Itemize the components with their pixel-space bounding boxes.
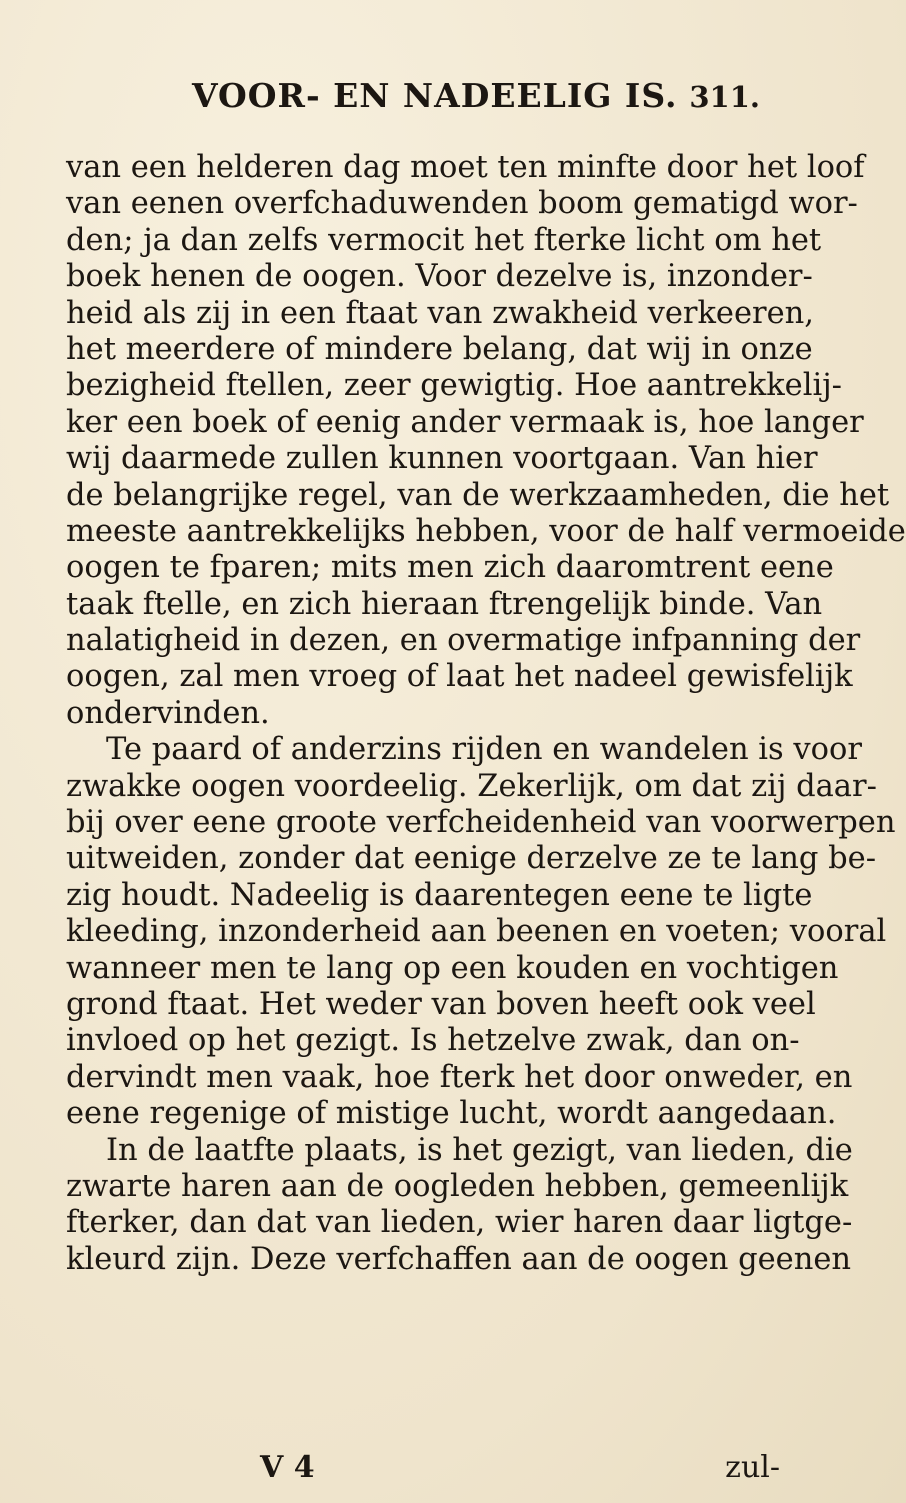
text-line: van eenen overfchaduwenden boom gematigd wor- <box>66 186 858 222</box>
text-line: oogen te fparen; mits men zich daaromtrent eene <box>66 550 834 586</box>
text-line: grond ftaat. Het weder van boven heeft ook veel <box>66 986 816 1022</box>
text-line: oogen, zal men vroeg of laat het nadeel gewisfelijk <box>66 659 853 695</box>
running-head <box>60 76 760 126</box>
paragraph-start-line: Te paard of anderzins rijden en wandelen is voor <box>106 732 862 768</box>
page-footer <box>260 1450 780 1490</box>
text-line: fterker, dan dat van lieden, wier haren daar ligtge- <box>66 1205 853 1241</box>
text-line: nalatigheid in dezen, en overmatige infpanning der <box>66 623 861 659</box>
body-text <box>66 150 906 1278</box>
text-line: kleeding, inzonderheid aan beenen en voeten; vooral <box>66 914 887 950</box>
text-line: het meerdere of mindere belang, dat wij in onze <box>66 331 813 367</box>
text-line: wij daarmede zullen kunnen voortgaan. Van hier <box>66 441 818 477</box>
text-line: de belangrijke regel, van de werkzaamheden, die het <box>66 477 890 513</box>
text-line: boek henen de oogen. Voor dezelve is, inzonder- <box>66 259 813 295</box>
text-line: zwarte haren aan de oogleden hebben, gemeenlijk <box>66 1168 849 1204</box>
paragraph-end-line: ondervinden. <box>66 695 270 731</box>
text-line: den; ja dan zelfs vermocit het fterke licht om het <box>66 222 822 258</box>
text-line: bezigheid ftellen, zeer gewigtig. Hoe aantrekkelij- <box>66 368 842 404</box>
text-line: zig houdt. Nadeelig is daarentegen eene te ligte <box>66 877 813 913</box>
paragraph-start-line: In de laatfte plaats, is het gezigt, van lieden, die <box>106 1132 853 1168</box>
text-line: invloed op het gezigt. Is hetzelve zwak, dan on- <box>66 1023 800 1059</box>
paragraph-end-line: eene regenige of mistige lucht, wordt aangedaan. <box>66 1096 837 1132</box>
text-line: bij over eene groote verfcheidenheid van voorwerpen <box>66 805 896 841</box>
text-line: dervindt men vaak, hoe fterk het door onweder, en <box>66 1059 853 1095</box>
text-line: ker een boek of eenig ander vermaak is, hoe langer <box>66 404 864 440</box>
catchword: zul- <box>725 1450 780 1485</box>
text-line: wanneer men te lang op een kouden en vochtigen <box>66 950 839 986</box>
text-line: meeste aantrekkelijks hebben, voor de half vermoeide <box>66 513 906 549</box>
text-line: uitweiden, zonder dat eenige derzelve ze te lang be- <box>66 841 877 877</box>
text-line: van een helderen dag moet ten minfte door het loof <box>66 150 865 185</box>
page-number: 311. <box>689 80 760 114</box>
text-line: zwakke oogen voordeelig. Zekerlijk, om dat zij daar- <box>66 768 877 804</box>
running-title: VOOR- EN NADEELIG IS. <box>192 76 678 115</box>
signature-mark: V 4 <box>260 1450 315 1485</box>
text-line: taak ftelle, en zich hieraan ftrengelijk binde. Van <box>66 586 823 622</box>
text-line: heid als zij in een ftaat van zwakheid verkeeren, <box>66 295 814 331</box>
text-line: kleurd zijn. Deze verfchaffen aan de oogen geenen <box>66 1241 852 1277</box>
